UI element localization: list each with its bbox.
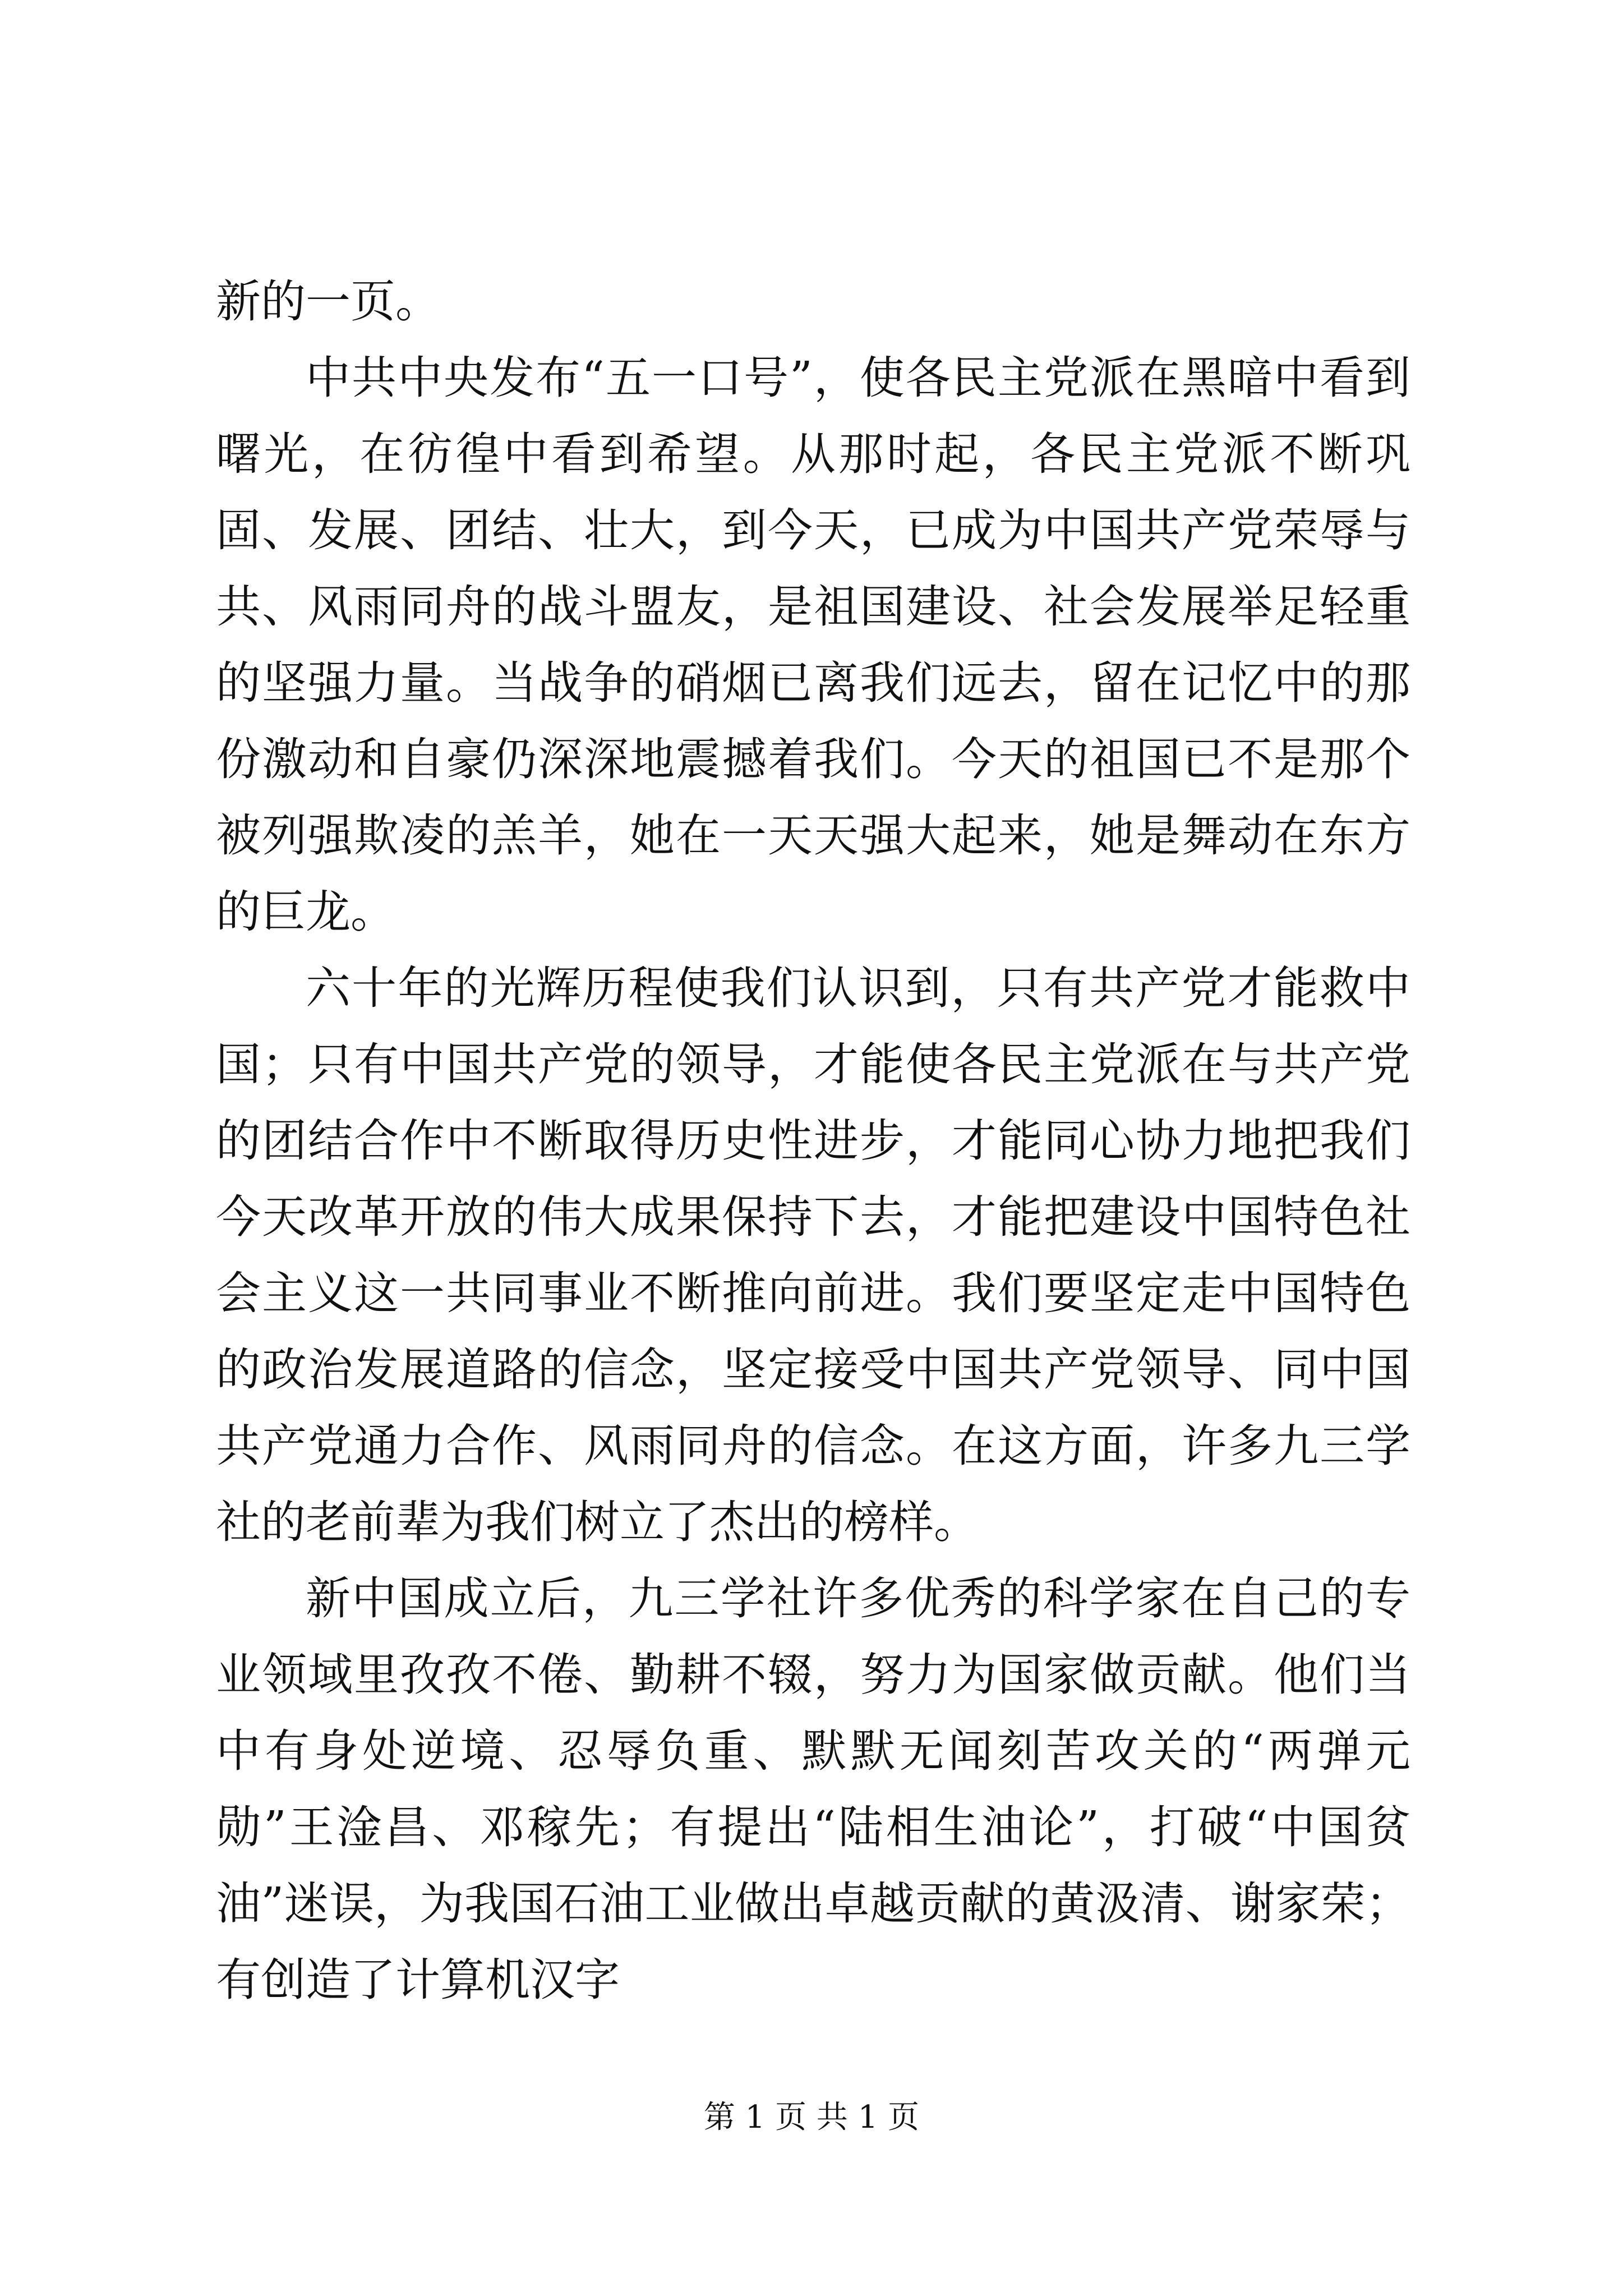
paragraph: 新中国成立后，九三学社许多优秀的科学家在自己的专业领域里孜孜不倦、勤耕不辍，努力为国家做贡献。他们当中有身处逆境、忍辱负重、默默无闻刻苦攻关的“两弹元勋”王淦昌、邓稼先；有提出“陆相生油论”，打破“中国贫油”迷误，为我国石油工业做出卓越贡献的黄汲清、谢家荣；有创造了计算机汉字 xyxy=(216,1572,1410,2006)
paragraph: 中共中央发布“五一口号”，使各民主党派在黑暗中看到曙光，在彷徨中看到希望。从那时起，各民主党派不断巩固、发展、团结、壮大，到今天，已成为中国共产党荣辱与共、风雨同舟的战斗盟友，是祖国建设、社会发展举足轻重的坚强力量。当战争的硝烟已离我们远去，留在记忆中的那份激动和自豪仍深深地震撼着我们。今天的祖国已不是那个被列强欺凌的羔羊，她在一天天强大起来，她是舞动在东方的巨龙。 xyxy=(216,352,1410,938)
paragraph-continuation: 新的一页。 xyxy=(216,275,440,328)
paragraph: 六十年的光辉历程使我们认识到，只有共产党才能救中国；只有中国共产党的领导，才能使各民主党派在与共产党的团结合作中不断取得历史性进步，才能同心协力地把我们今天改革开放的伟大成果保持下去，才能把建设中国特色社会主义这一共同事业不断推向前进。我们要坚定走中国特色的政治发展道路的信念，坚定接受中国共产党领导、同中国共产党通力合作、风雨同舟的信念。在这方面，许多九三学社的老前辈为我们树立了杰出的榜样。 xyxy=(216,962,1410,1548)
page-footer: 第 1 页 共 1 页 xyxy=(703,2099,920,2136)
document-body xyxy=(216,264,1410,2018)
